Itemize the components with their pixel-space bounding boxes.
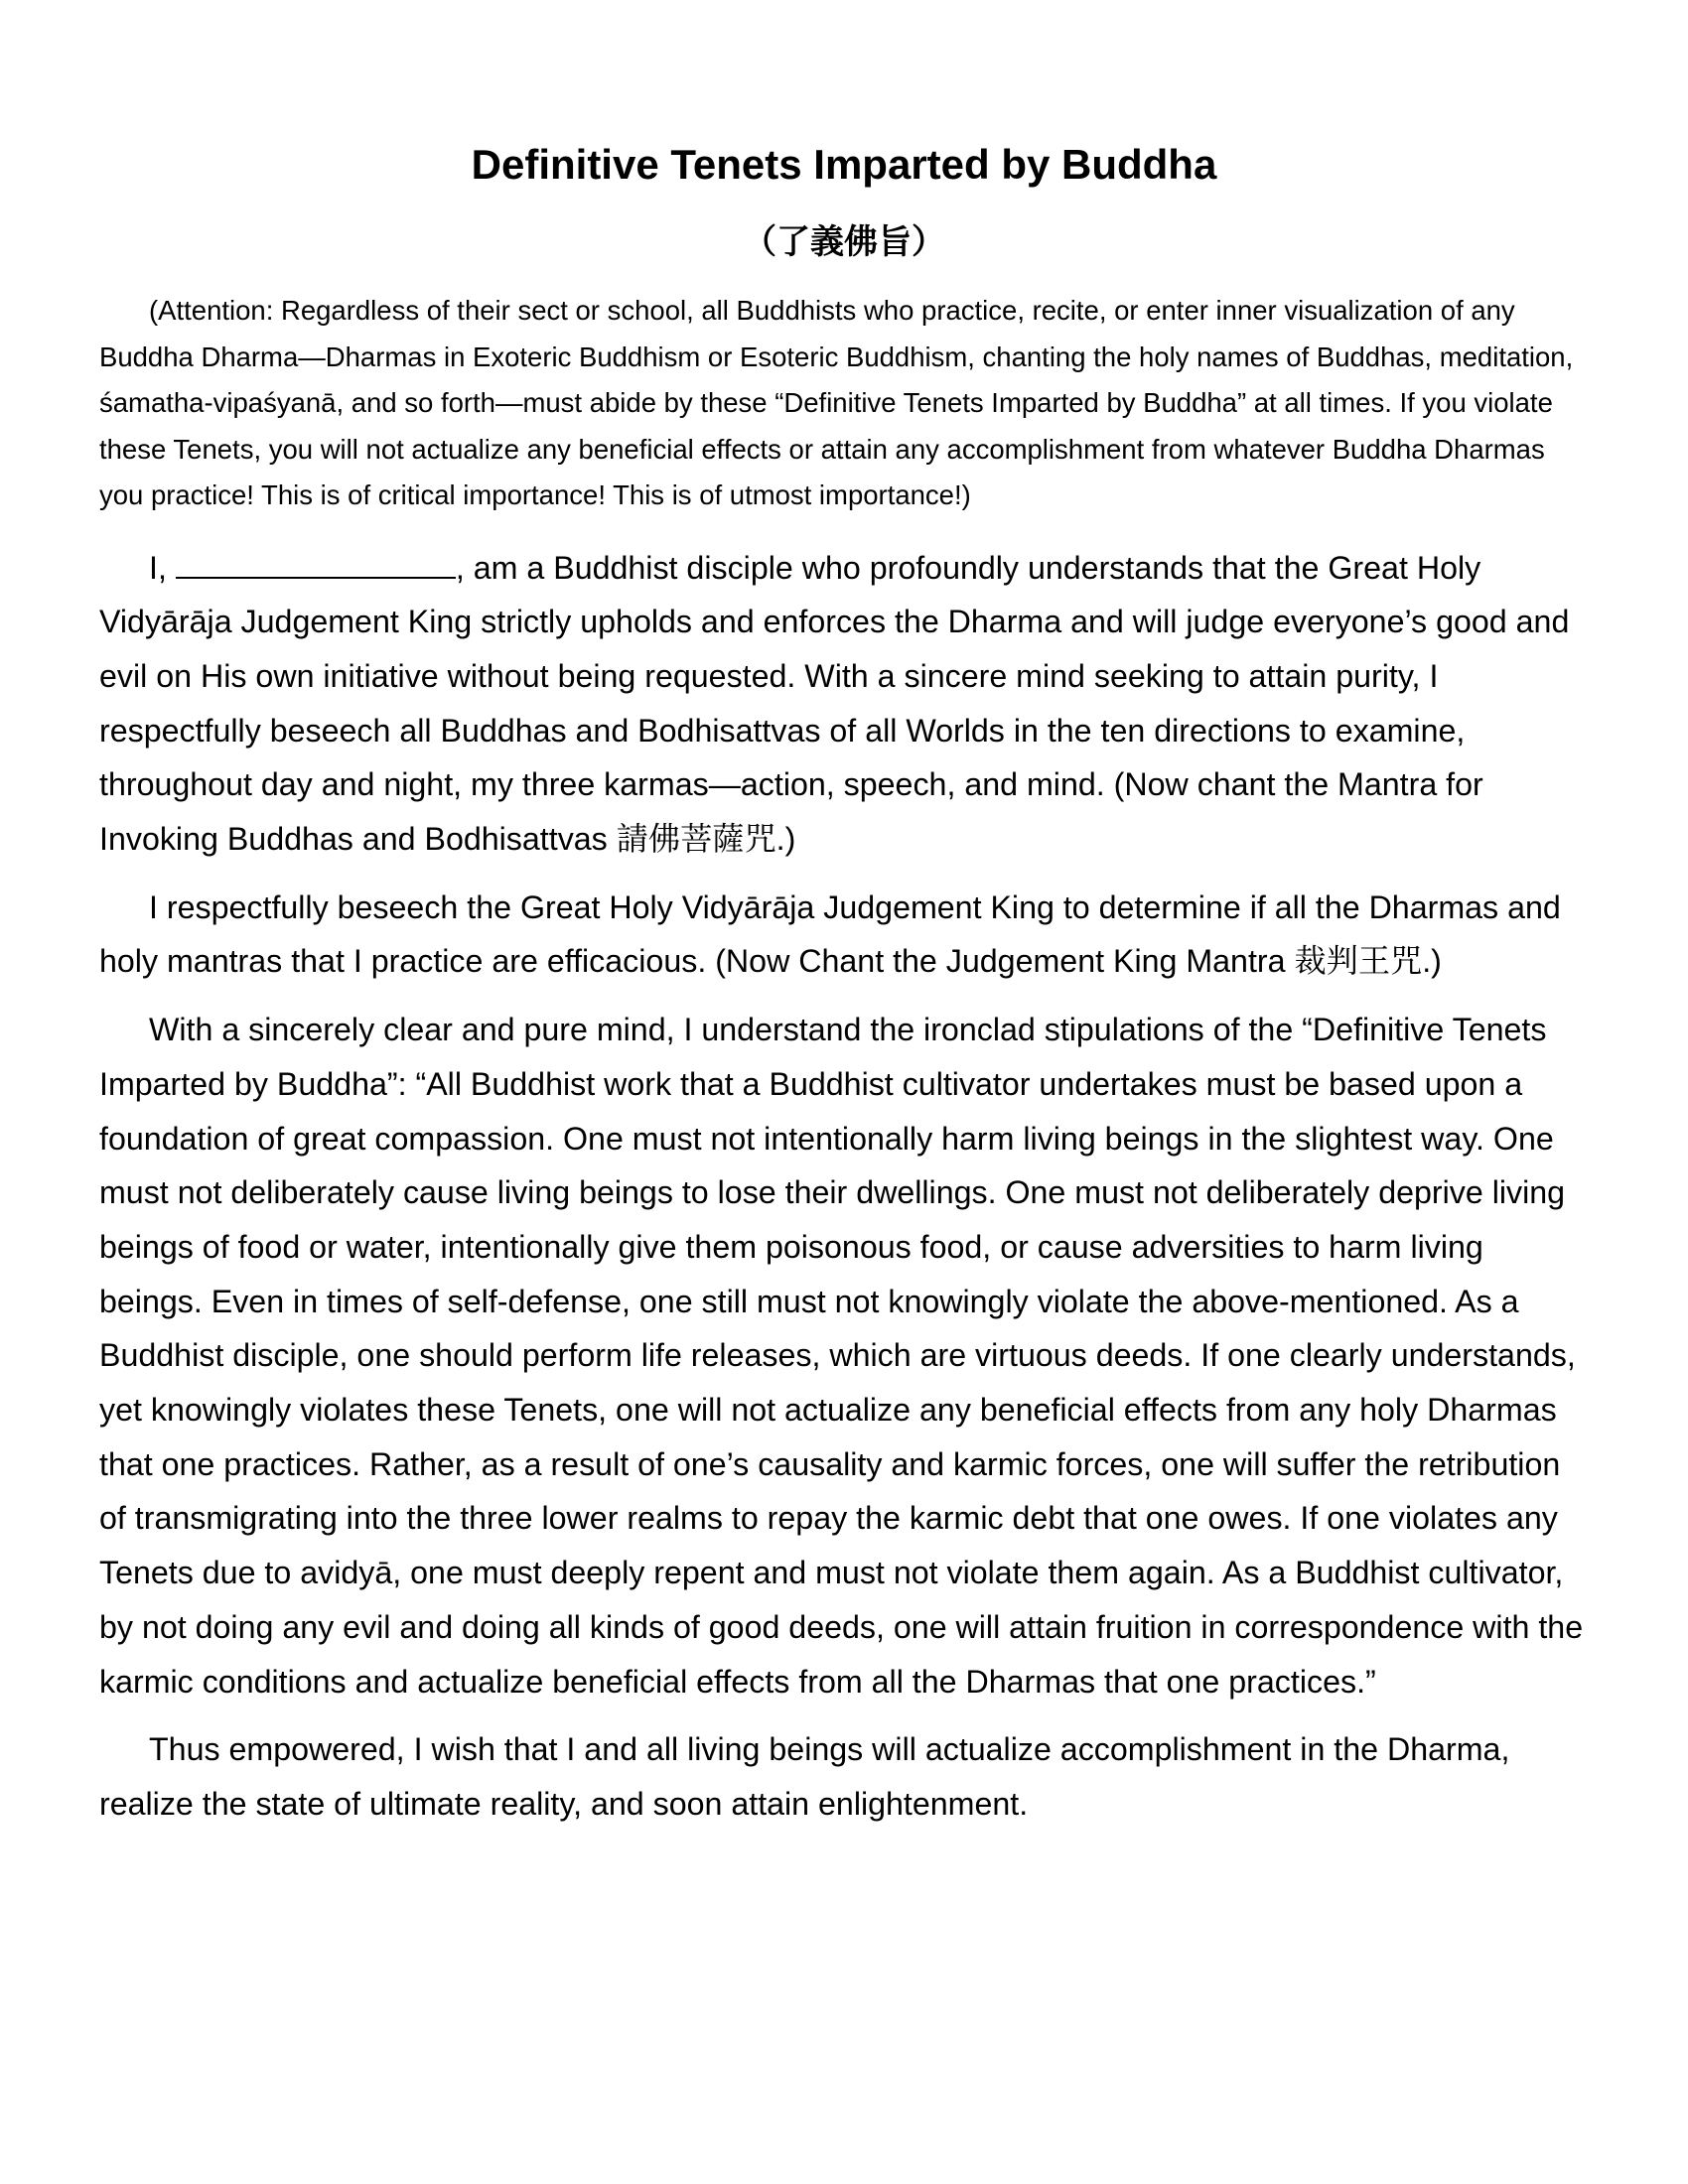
- paragraph-judgement-king: [99, 881, 1589, 989]
- document-title: Definitive Tenets Imparted by Buddha: [471, 141, 1217, 188]
- paragraph-wish: Thus empowered, I wish that I and all living beings will actualize accomplishment in the Dharma, realize the state of ultimate reality, and soon attain enlightenment.: [99, 1731, 1510, 1822]
- mantra-name-chinese: 請佛菩薩咒: [616, 820, 776, 859]
- paragraph-judgement-end: .): [1422, 943, 1442, 980]
- document-page: [99, 137, 1589, 1832]
- judgement-mantra-chinese: 裁判王咒: [1294, 942, 1423, 981]
- paragraph-stipulations: With a sincerely clear and pure mind, I understand the ironclad stipulations of the “Definitive Tenets Imparted by Buddha”: “All Buddhist work that a Buddhist cultivator undertakes must be based upon a foundation of great compassion. One must not intentionally harm living beings in the slightest way. One must not deliberately cause living beings to lose their dwellings. One must not deliberately deprive living beings of food or water, intentionally give them poisonous food, or cause adversities to harm living beings. Even in times of self-defense, one still must not knowingly violate the above-mentioned. As a Buddhist disciple, one should perform life releases, which are virtuous deeds. If one clearly understands, yet knowingly violates these Tenets, one will not actualize any beneficial effects from any holy Dharmas that one practices. Rather, as a result of one’s causality and karmic forces, one will suffer the retribution of transmigrating into the three lower realms to repay the karmic debt that one owes. If one violates any Tenets due to avidyā, one must deeply repent and must not violate them again. As a Buddhist cultivator, by not doing any evil and doing all kinds of good deeds, one will attain fruition in correspondence with the karmic conditions and actualize beneficial effects from all the Dharmas that one practices.”: [99, 1012, 1584, 1700]
- paragraph-judgement-text: I respectfully beseech the Great Holy Vidyārāja Judgement King to determine if all the Dharmas and holy mantras that I practice are efficacious. (Now Chant the Judgement King Mantra: [99, 888, 1561, 980]
- name-blank-line: [176, 553, 456, 579]
- attention-note: (Attention: Regardless of their sect or school, all Buddhists who practice, recite, or enter inner visualization of any Buddha Dharma—Dharmas in Exoteric Buddhism or Esoteric Buddhism, chanting the holy names of Buddhas, meditation, śamatha-vipaśyanā, and so forth—must abide by these “Definitive Tenets Imparted by Buddha” at all times. If you violate these Tenets, you will not actualize any beneficial effects or attain any accomplishment from whatever Buddha Dharmas you practice! This is of critical importance! This is of utmost importance!): [99, 295, 1574, 510]
- document-subtitle-chinese: （了義佛旨）: [743, 222, 945, 262]
- paragraph-invocation-end: .): [775, 821, 796, 858]
- paragraph-invocation-start: I,: [149, 549, 176, 586]
- paragraph-invocation-text: , am a Buddhist disciple who profoundly understands that the Great Holy Vidyārāja Judgement King strictly upholds and enforces the Dharma and will judge everyone’s good and evil on His own initiative without being requested. With a sincere mind seeking to attain purity, I respectfully beseech all Buddhas and Bodhisattvas of all Worlds in the ten directions to examine, throughout day and night, my three karmas—action, speech, and mind. (Now chant the Mantra for Invoking Buddhas and Bodhisattvas: [99, 549, 1570, 858]
- paragraph-invocation: [99, 541, 1589, 867]
